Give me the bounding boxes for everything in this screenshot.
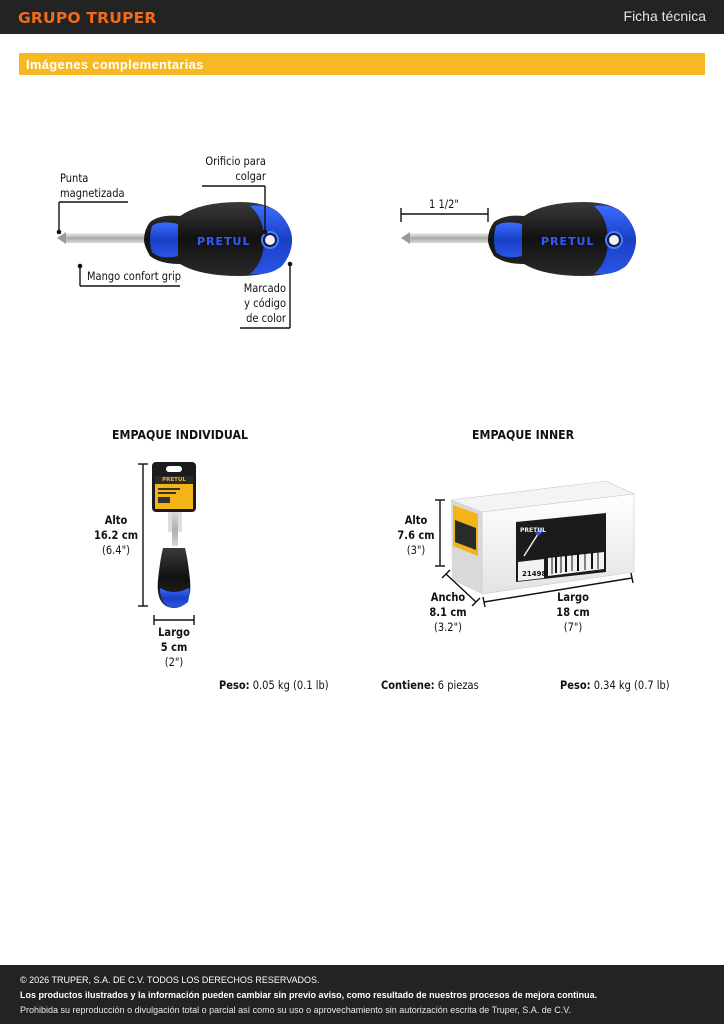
callout-marking [209,281,286,326]
footer-legal: Prohibida su reproducción o divulgación total o parcial así como su uso o aprovechamiento sin autorización escrita de Truper, S.A. de C.V. [20,1005,571,1015]
callout-tip-line1: Punta [60,171,89,185]
brand-logo: GRUPO TRUPER [18,9,157,27]
package-inner-title: EMPAQUE INNER [472,427,575,442]
inner-length [549,590,597,635]
individual-weight [219,678,329,693]
individual-length-cm: 5 cm [160,640,188,654]
sheet-type-label: Ficha técnica [623,8,706,24]
individual-package [152,462,196,608]
callout-hole [197,154,266,184]
inner-contents-label: Contiene: [381,678,435,692]
inner-weight-label: Peso: [560,678,591,692]
section-title: Imágenes complementarias [26,57,204,72]
callout-grip: Mango confort grip [87,269,182,283]
footer-copyright: © 2026 TRUPER, S.A. DE C.V. TODOS LOS DERECHOS RESERVADOS. [20,975,320,985]
inner-width-in: (3.2") [433,620,463,634]
inner-height-label: Alto [404,513,428,527]
inner-contents [381,678,479,693]
package-individual-title: EMPAQUE INDIVIDUAL [112,427,249,442]
footer-bar [0,965,724,1024]
individual-height [92,513,140,558]
callout-tip-line2: magnetizada [60,186,125,200]
callout-tip [60,171,125,201]
individual-height-cm: 16.2 cm [93,528,139,542]
box-brand: PRETUL [520,527,546,534]
individual-height-label: Alto [104,513,128,527]
individual-length-in: (2") [164,655,184,669]
callout-hole-line1: Orificio para [205,154,266,168]
individual-weight-value: 0.05 kg (0.1 lb) [252,678,329,692]
callout-marking-line2: y código [244,296,286,310]
inner-length-label: Largo [557,590,589,604]
inner-width-label: Ancho [430,590,466,604]
inner-length-cm: 18 cm [556,605,590,619]
callout-marking-line3: de color [246,311,286,325]
inner-width-cm: 8.1 cm [429,605,467,619]
individual-weight-label: Peso: [219,678,250,692]
inner-height [392,513,440,558]
inner-height-cm: 7.6 cm [397,528,435,542]
screwdriver-right [401,202,636,276]
inner-length-in: (7") [563,620,583,634]
card-brand: PRETUL [162,477,186,483]
callout-hole-line2: colgar [235,169,266,183]
inner-contents-value: 6 piezas [437,678,479,692]
inner-weight-value: 0.34 kg (0.7 lb) [593,678,670,692]
callout-marking-line1: Marcado [243,281,286,295]
box-code: 21498 [522,570,547,578]
handle-brand-left: PRETUL [197,235,251,248]
handle-brand-right: PRETUL [541,235,595,248]
inner-weight [560,678,670,693]
footer-notice: Los productos ilustrados y la información pueden cambiar sin previo aviso, como resultado de nuestros procesos de mejora continua. [20,990,598,1000]
length-label-right: 1 1/2" [429,197,459,211]
screwdriver-left [57,202,292,276]
inner-width [424,590,472,635]
individual-length-label: Largo [158,625,190,639]
inner-height-in: (3") [406,543,426,557]
individual-length [150,625,198,670]
individual-height-in: (6.4") [101,543,131,557]
